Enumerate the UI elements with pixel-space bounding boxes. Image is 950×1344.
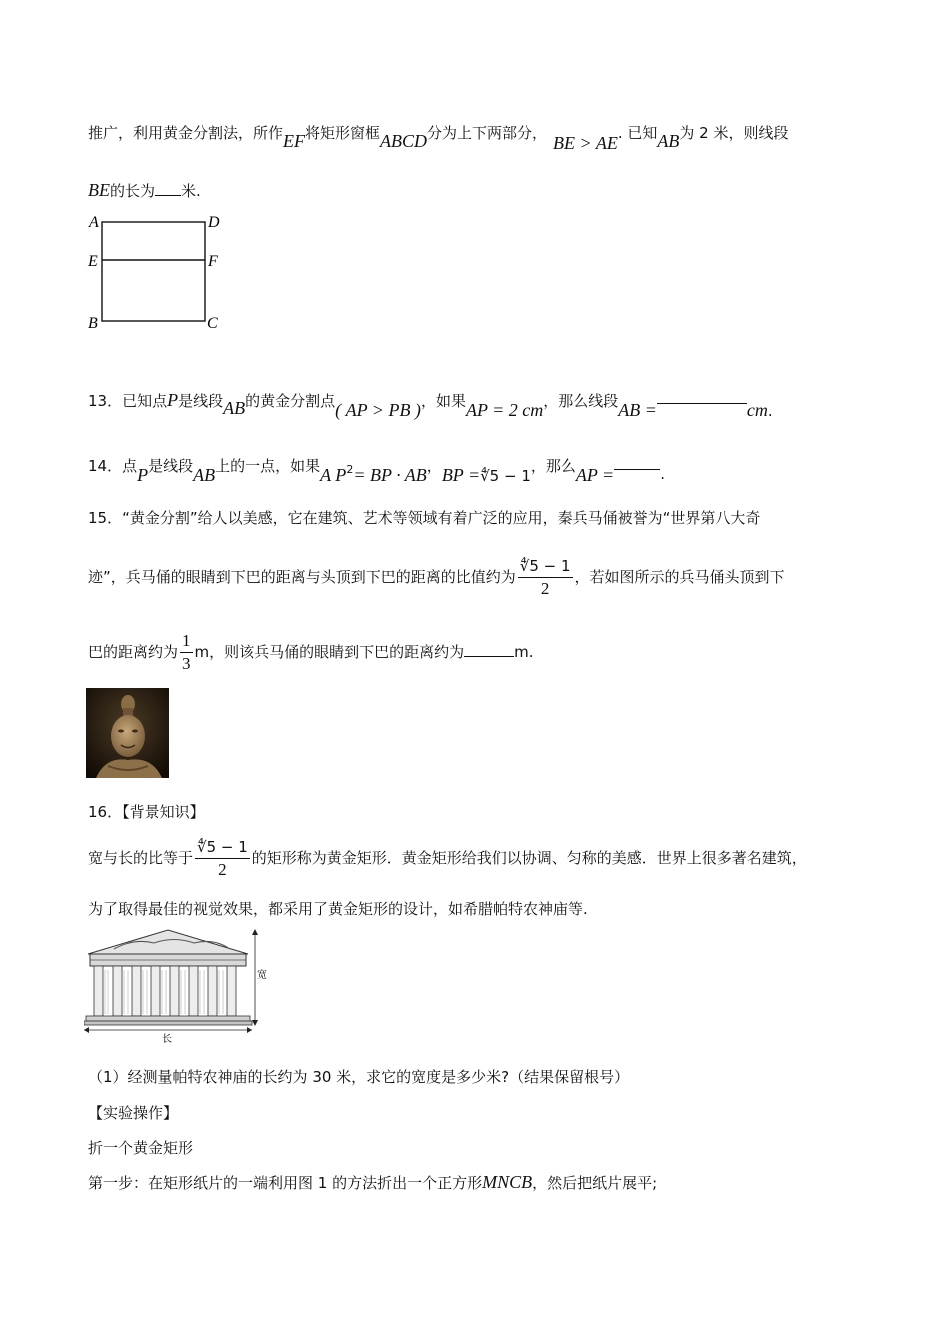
answer-blank bbox=[155, 195, 181, 196]
stylobate bbox=[86, 1016, 250, 1021]
condition-ap-gt-pb: ( AP > PB ) bbox=[335, 400, 421, 420]
golden-ratio-fraction: $\frac{∜5 - 1}{2}$ bbox=[197, 838, 248, 879]
experiment-heading: 【实验操作】 bbox=[88, 1104, 179, 1122]
answer-blank bbox=[464, 656, 514, 657]
label-d: D bbox=[208, 214, 220, 231]
experiment-step1: 第一步：在矩形纸片的一端利用图 1 的方法折出一个正方形MNCB，然后把纸片展平; bbox=[88, 1172, 658, 1192]
question-16-part1: （1）经测量帕特农神庙的长约为 30 米，求它的宽度是多少米?（结果保留根号） bbox=[88, 1068, 630, 1086]
equation-bp: BP =∜5 − 1 bbox=[441, 465, 531, 485]
columns bbox=[94, 966, 236, 1016]
segment-be: BE bbox=[88, 180, 110, 200]
q12-line2: BE的长为 米. bbox=[88, 180, 201, 200]
width-label: 宽 bbox=[257, 970, 267, 981]
label-e: E bbox=[88, 253, 98, 270]
question-16-heading: 16．【背景知识】 bbox=[88, 803, 205, 821]
parthenon-illustration bbox=[84, 926, 274, 1046]
condition-be-gt-ae: BE > AE bbox=[553, 133, 618, 153]
equation-ap-squared: A $P^2=$ BP · AB bbox=[320, 463, 427, 485]
rect-abcd-shape bbox=[102, 222, 205, 321]
segment-ab: AB bbox=[657, 131, 680, 151]
label-c: C bbox=[207, 315, 218, 332]
golden-ratio-fraction: $\frac{∜5 - 1}{2}$ bbox=[519, 557, 571, 598]
segment-ef: EF bbox=[283, 131, 306, 151]
rectangle-window-figure bbox=[84, 210, 234, 335]
answer-blank bbox=[657, 403, 747, 404]
label-b: B bbox=[88, 315, 98, 332]
rect-abcd: ABCD bbox=[380, 131, 428, 151]
experiment-title: 折一个黄金矩形 bbox=[88, 1139, 194, 1157]
terracotta-warrior-photo bbox=[86, 688, 169, 778]
one-third-fraction: $\frac{1}{3}$ bbox=[182, 631, 191, 673]
question-14: 14．点P是线段AB上的一点，如果A $P^2=$ BP · AB，BP =∜5 − 1，那么AP = . bbox=[88, 457, 665, 485]
square-mncb: MNCB bbox=[482, 1172, 533, 1192]
question-13: 13．已知点P是线段AB的黄金分割点( AP > PB )，如果AP = 2 cm，那么线段AB = cm. bbox=[88, 390, 773, 420]
q12-line1: 推广，利用黄金分割法，所作EF将矩形窗框ABCD分为上下两部分， BE > AE. 已知AB为 2 米，则线段 bbox=[88, 124, 789, 153]
question-15-line2: 迹”，兵马俑的眼睛到下巴的距离与头顶到下巴的距离的比值约为 $\frac{∜5 - 1}{2}$ ，若如图所示的兵马俑头顶到下 bbox=[88, 557, 785, 598]
label-a: A bbox=[89, 214, 99, 231]
pediment bbox=[88, 930, 248, 954]
label-f: F bbox=[208, 253, 218, 270]
answer-blank bbox=[614, 469, 660, 470]
question-16-line2: 为了取得最佳的视觉效果，都采用了黄金矩形的设计，如希腊帕特农神庙等. bbox=[88, 900, 588, 918]
question-15-line1: 15．“黄金分割”给人以美感，它在建筑、艺术等领域有着广泛的应用，秦兵马俑被誉为“世界第八大奇 bbox=[88, 509, 761, 527]
equation-ap: AP = 2 cm bbox=[465, 400, 544, 420]
length-label: 长 bbox=[162, 1034, 172, 1045]
question-15-line3: 巴的距离约为 $\frac{1}{3}$ m，则该兵马俑的眼睛到下巴的距离约为 m. bbox=[88, 631, 534, 673]
question-16-line1: 宽与长的比等于 $\frac{∜5 - 1}{2}$ 的矩形称为黄金矩形．黄金矩形给我们以协调、匀称的美感．世界上很多著名建筑， bbox=[88, 838, 807, 879]
